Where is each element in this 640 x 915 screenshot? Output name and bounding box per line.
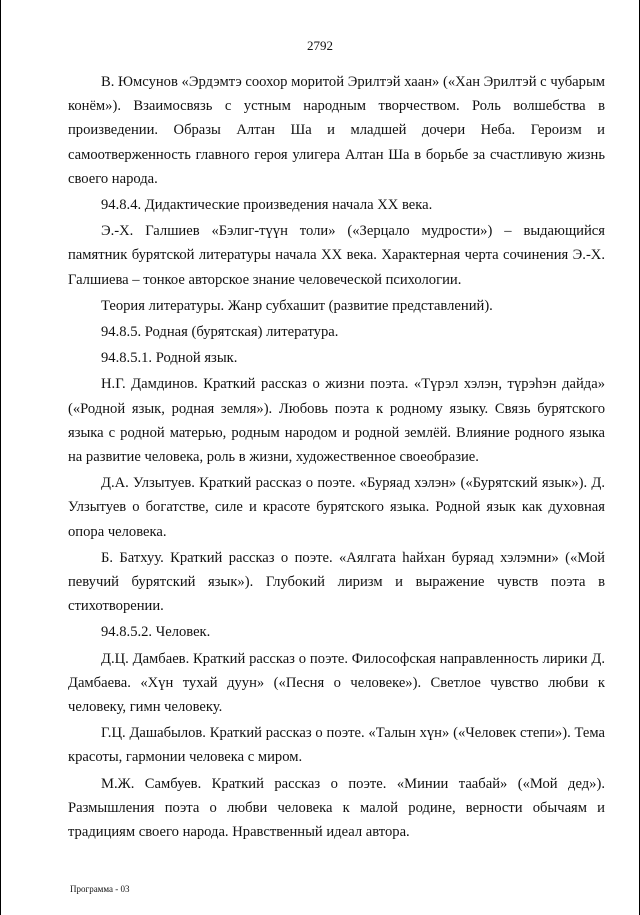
section-heading-94-8-5: 94.8.5. Родная (бурятская) литература. — [101, 324, 339, 341]
section-heading-94-8-5-2: 94.8.5.2. Человек. — [101, 624, 211, 641]
paragraph-dambaev: Д.Ц. Дамбаев. Краткий рассказ о поэте. Философская направленность лирики Д. Дамбаева. «Хүн тухай дуун» («Песня о человеке»). Светлое чувство любви к человеку, гимн человеку. — [68, 650, 605, 716]
paragraph-ulzytuev: Д.А. Улзытуев. Краткий рассказ о поэте. «Буряад хэлэн» («Бурятский язык»). Д. Улзытуев о богатстве, силе и красоте бурятского языка. Родной язык как духовная опора человека. — [68, 475, 605, 540]
page-number: 2792 — [307, 38, 333, 53]
paragraph-damdinov: Н.Г. Дамдинов. Краткий рассказ о жизни поэта. «Түрэл хэлэн, түрэһэн дайда» («Родной язык, родная земля»). Любовь поэта к родному языку. Связь бурятского языка с родной матерью, родным народом и родной землёй. Влияние родного языка на развитие человека, роль в жизни, художественное своеобразие. — [68, 376, 605, 466]
paragraph-galshiev: Э.-Х. Галшиев «Бэлиг-түүн толи» («Зерцало мудрости») – выдающийся памятник бурятской литературы начала XX века. Характерная черта сочинения Э.-Х. Галшиева – тонкое авторское знание человеческой психологии. — [68, 223, 605, 288]
section-heading-94-8-4: 94.8.4. Дидактические произведения начала XX века. — [101, 197, 433, 214]
left-border — [0, 0, 1, 915]
footer-label: Программа - 03 — [70, 884, 130, 894]
section-heading-94-8-5-1: 94.8.5.1. Родной язык. — [101, 350, 238, 367]
paragraph-dashabylov: Г.Ц. Дашабылов. Краткий рассказ о поэте. «Талын хүн» («Человек степи»). Тема красоты, гармонии человека с миром. — [68, 725, 605, 766]
paragraph-sambuev: М.Ж. Самбуев. Краткий рассказ о поэте. «Минии таабай» («Мой дед»). Размышления поэта о любви человека к малой родине, верности обычаям и традициям своего народа. Нравственный идеал автора. — [68, 775, 605, 841]
paragraph-batkhuu: Б. Батхуу. Краткий рассказ о поэте. «Аялгата һайхан буряад хэлэмни» («Мой певучий бурятский язык»). Глубокий лиризм и выражение чувств поэта в стихотворении. — [68, 549, 605, 615]
document-body — [68, 70, 605, 846]
paragraph-theory: Теория литературы. Жанр субхашит (развитие представлений). — [101, 297, 493, 314]
paragraph-yumsunov: В. Юмсунов «Эрдэмтэ соохор моритой Эрилтэй хаан» («Хан Эрилтэй с чубарым конём»). Взаимосвязь с устным народным творчеством. Роль волшебства в произведении. Образы Алтан Ша и младшей дочери Неба. Героизм и самоотверженность главного героя улигера Алтан Ша в борьбе за счастливую жизнь своего народа. — [68, 74, 605, 187]
